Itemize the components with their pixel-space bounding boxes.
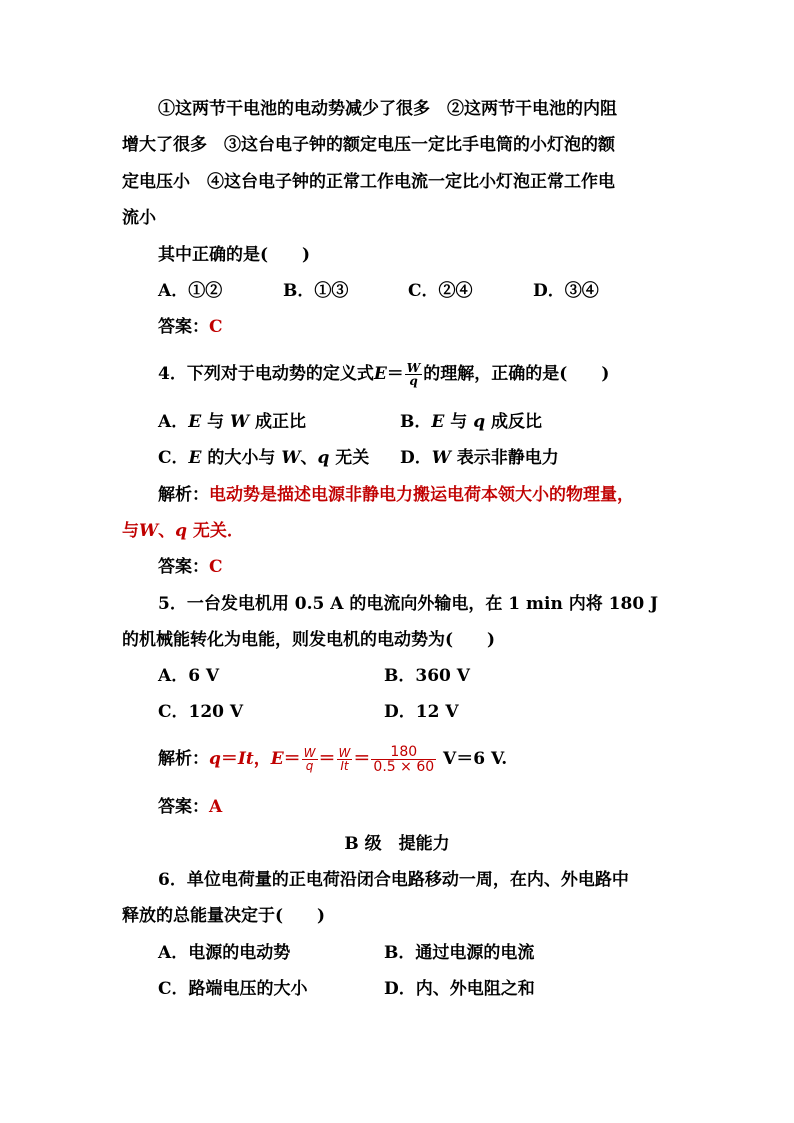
fraction-w-over-it (337, 747, 353, 772)
q3-option-c: C．②④ (408, 281, 473, 301)
var-w: W (139, 521, 159, 541)
separator: ， (253, 749, 271, 769)
q6-option-a: A．电源的电动势 (158, 943, 291, 963)
q5-analysis (158, 745, 507, 774)
q3-statement-line-2: 增大了很多 ③这台电子钟的额定电压一定比手电筒的小灯泡的额 (122, 135, 615, 155)
q3-answer (158, 317, 223, 337)
var-q: q (175, 521, 187, 541)
analysis-text: 与 (122, 521, 139, 541)
q3-statement-line-4: 流小 (122, 208, 156, 228)
q4-option-c (158, 448, 369, 468)
answer-label: 答案： (158, 317, 209, 337)
q5-stem-line-1: 5．一台发电机用 0.5 A 的电流向外输电，在 1 min 内将 180 J (158, 594, 659, 614)
fraction-w-over-q (302, 747, 318, 772)
q6-stem-line-2: 释放的总能量决定于( ) (122, 906, 326, 926)
option-text: 与 (450, 412, 468, 432)
answer-value: C (209, 557, 223, 577)
option-text: 无关 (335, 448, 370, 468)
analysis-label: 解析： (158, 749, 209, 769)
var-w: W (431, 448, 451, 468)
q3-option-b: B．①③ (283, 281, 349, 301)
var-w: W (281, 448, 301, 468)
option-letter: A． (158, 412, 189, 432)
option-letter: D． (400, 448, 432, 468)
fraction-denominator: It (340, 759, 349, 773)
q5-option-d: D．12 V (384, 702, 459, 722)
fraction-denominator: 0.5 × 60 (373, 759, 435, 775)
option-letter: B． (400, 412, 432, 432)
q4-option-d (400, 448, 559, 468)
var-q: q (317, 448, 330, 468)
q4-stem-post: 的理解，正确的是( ) (423, 364, 610, 384)
equals: ＝ (353, 749, 371, 769)
q3-question: 其中正确的是( ) (158, 245, 311, 265)
answer-label: 答案： (158, 557, 209, 577)
q4-stem-pre: 4．下列对于电动势的定义式 (158, 364, 374, 384)
q3-option-a: A．①② (158, 281, 223, 301)
equals: ＝ (318, 749, 336, 769)
q6-option-c: C．路端电压的大小 (158, 979, 308, 999)
analysis-label: 解析： (158, 485, 209, 505)
fraction-numerator: W (303, 746, 316, 760)
q4-option-b (400, 412, 542, 432)
var-e: E (431, 412, 445, 432)
fraction-numerator: W (406, 361, 421, 375)
fraction-numeric (371, 745, 436, 774)
q3-option-d: D．③④ (533, 281, 599, 301)
fraction-denominator: q (305, 759, 314, 773)
option-letter: C． (158, 448, 189, 468)
q4-equals: ＝ (386, 364, 404, 384)
option-text: 的大小与 (207, 448, 276, 468)
var-q: q (473, 412, 486, 432)
var-w: W (230, 412, 250, 432)
q4-option-a (158, 412, 306, 432)
separator: 、 (300, 448, 318, 468)
q5-answer (158, 797, 222, 817)
q3-statement-line-3: 定电压小 ④这台电子钟的正常工作电流一定比小灯泡正常工作电 (122, 172, 615, 192)
equals: ＝ (220, 749, 238, 769)
q5-option-b: B．360 V (384, 666, 470, 686)
analysis-formula (209, 746, 371, 773)
fraction-numerator: 180 (371, 745, 436, 760)
var-e: E (188, 412, 202, 432)
q4-var-e: E (373, 364, 387, 384)
fraction-denominator: q (409, 374, 418, 388)
q3-statement-line-1: ①这两节干电池的电动势减少了很多 ②这两节干电池的内阻 (158, 99, 617, 119)
var-e: E (188, 448, 202, 468)
answer-label: 答案： (158, 797, 209, 817)
var-it: It (237, 749, 254, 769)
answer-value: A (209, 797, 223, 817)
option-text: 成正比 (255, 412, 307, 432)
q4-analysis-line-2 (122, 521, 244, 541)
separator: 、 (158, 521, 176, 541)
q5-option-c: C．120 V (158, 702, 244, 722)
equals: ＝ (283, 749, 301, 769)
analysis-text: 电动势是描述电源非静电力搬运电荷本领大小的物理量， (209, 485, 634, 505)
q5-stem-line-2: 的机械能转化为电能，则发电机的电动势为( ) (122, 630, 496, 650)
var-q: q (209, 749, 221, 769)
section-heading: B 级 提能力 (344, 834, 450, 854)
q5-option-a: A．6 V (158, 666, 220, 686)
q4-answer (158, 557, 223, 577)
var-e: E (270, 749, 284, 769)
q6-stem-line-1: 6．单位电荷量的正电荷沿闭合电路移动一周，在内、外电路中 (158, 870, 629, 890)
q4-analysis-line-1 (158, 485, 634, 505)
option-text: 与 (207, 412, 225, 432)
option-text: 表示非静电力 (456, 448, 559, 468)
q6-option-d: D．内、外电阻之和 (384, 979, 535, 999)
q4-definition-fraction (405, 362, 422, 387)
analysis-text: 无关． (192, 521, 244, 541)
formula-result: V＝6 V. (437, 749, 508, 769)
q4-stem (158, 362, 609, 387)
answer-value: C (209, 317, 223, 337)
fraction-numerator: W (338, 746, 351, 760)
option-text: 成反比 (491, 412, 542, 432)
q6-option-b: B．通过电源的电流 (384, 943, 535, 963)
